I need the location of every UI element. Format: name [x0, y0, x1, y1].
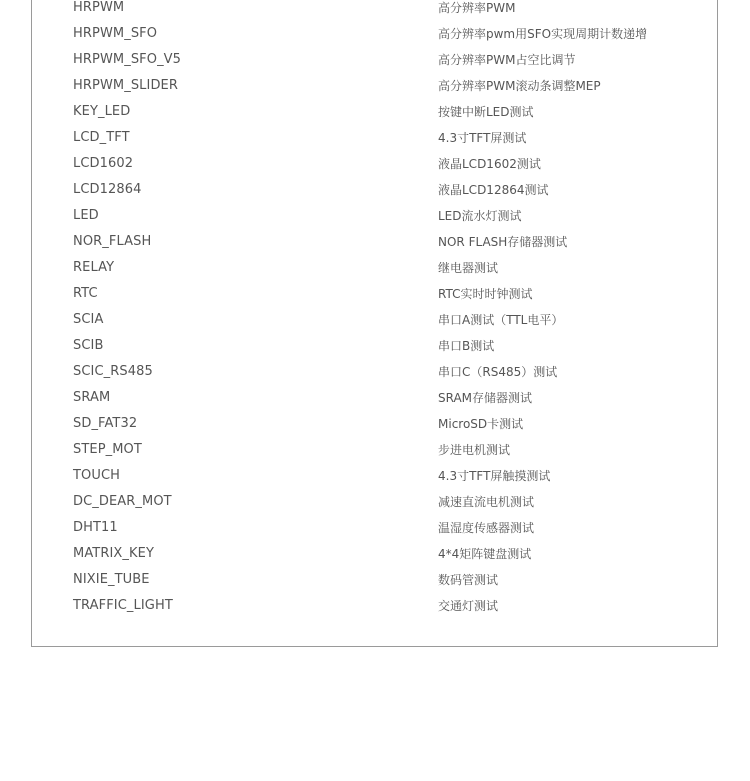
project-name: LCD_TFT — [73, 130, 130, 145]
table-row — [0, 281, 750, 307]
table-row — [0, 47, 750, 73]
project-description: 串口A测试（TTL电平） — [438, 313, 564, 327]
table-row — [0, 151, 750, 177]
project-name: SD_FAT32 — [73, 416, 138, 431]
project-description: 4*4矩阵键盘测试 — [438, 547, 532, 561]
project-description: 高分辨率pwm用SFO实现周期计数递增 — [438, 27, 648, 41]
project-description: 温湿度传感器测试 — [438, 521, 535, 535]
project-name: SRAM — [73, 390, 111, 405]
project-description: RTC实时时钟测试 — [438, 287, 533, 301]
project-description: 高分辨率PWM占空比调节 — [438, 53, 576, 67]
table-row — [0, 73, 750, 99]
table-row — [0, 463, 750, 489]
project-name: DHT11 — [73, 520, 118, 535]
table-row — [0, 593, 750, 619]
table-row — [0, 0, 750, 21]
project-name: DC_DEAR_MOT — [73, 494, 172, 509]
project-description: SRAM存储器测试 — [438, 391, 533, 405]
project-name: HRPWM_SFO — [73, 26, 158, 41]
project-description: LED流水灯测试 — [438, 209, 522, 223]
project-description: 按键中断LED测试 — [438, 105, 534, 119]
project-description: 交通灯测试 — [438, 599, 499, 613]
project-name: HRPWM — [73, 0, 125, 15]
project-description: 液晶LCD1602测试 — [438, 157, 541, 171]
project-name: SCIB — [73, 338, 104, 353]
table-row — [0, 567, 750, 593]
project-name: RELAY — [73, 260, 115, 275]
project-description: NOR FLASH存储器测试 — [438, 235, 568, 249]
project-name: LCD12864 — [73, 182, 142, 197]
table-row — [0, 21, 750, 47]
project-description: 继电器测试 — [438, 261, 499, 275]
project-description: 串口B测试 — [438, 339, 495, 353]
table-row — [0, 255, 750, 281]
project-description: 数码管测试 — [438, 573, 499, 587]
table-row — [0, 333, 750, 359]
table-row — [0, 359, 750, 385]
project-name: NIXIE_TUBE — [73, 572, 150, 587]
table-row — [0, 515, 750, 541]
project-description: MicroSD卡测试 — [438, 417, 524, 431]
project-name: SCIC_RS485 — [73, 364, 153, 379]
project-name: HRPWM_SLIDER — [73, 78, 179, 93]
project-description: 高分辨率PWM — [438, 1, 516, 15]
project-description: 液晶LCD12864测试 — [438, 183, 549, 197]
project-name: KEY_LED — [73, 104, 131, 119]
project-description: 高分辨率PWM滚动条调整MEP — [438, 79, 601, 93]
table-row — [0, 203, 750, 229]
project-name: LCD1602 — [73, 156, 134, 171]
table-row — [0, 229, 750, 255]
project-name: RTC — [73, 286, 98, 301]
table-row — [0, 489, 750, 515]
project-description: 串口C（RS485）测试 — [438, 365, 558, 379]
project-name: SCIA — [73, 312, 104, 327]
table-row — [0, 99, 750, 125]
project-name: HRPWM_SFO_V5 — [73, 52, 182, 67]
project-description: 步进电机测试 — [438, 443, 511, 457]
project-description: 4.3寸TFT屏测试 — [438, 131, 527, 145]
project-description: 4.3寸TFT屏触摸测试 — [438, 469, 551, 483]
project-name: STEP_MOT — [73, 442, 142, 457]
project-name: MATRIX_KEY — [73, 546, 154, 561]
project-name: NOR_FLASH — [73, 234, 152, 249]
project-name: TOUCH — [73, 468, 121, 483]
table-row — [0, 437, 750, 463]
project-name: LED — [73, 208, 99, 223]
project-name: TRAFFIC_LIGHT — [73, 598, 173, 613]
table-row — [0, 307, 750, 333]
table-row — [0, 541, 750, 567]
table-row — [0, 177, 750, 203]
table-row — [0, 385, 750, 411]
table-row — [0, 125, 750, 151]
table-row — [0, 411, 750, 437]
project-description: 减速直流电机测试 — [438, 495, 535, 509]
